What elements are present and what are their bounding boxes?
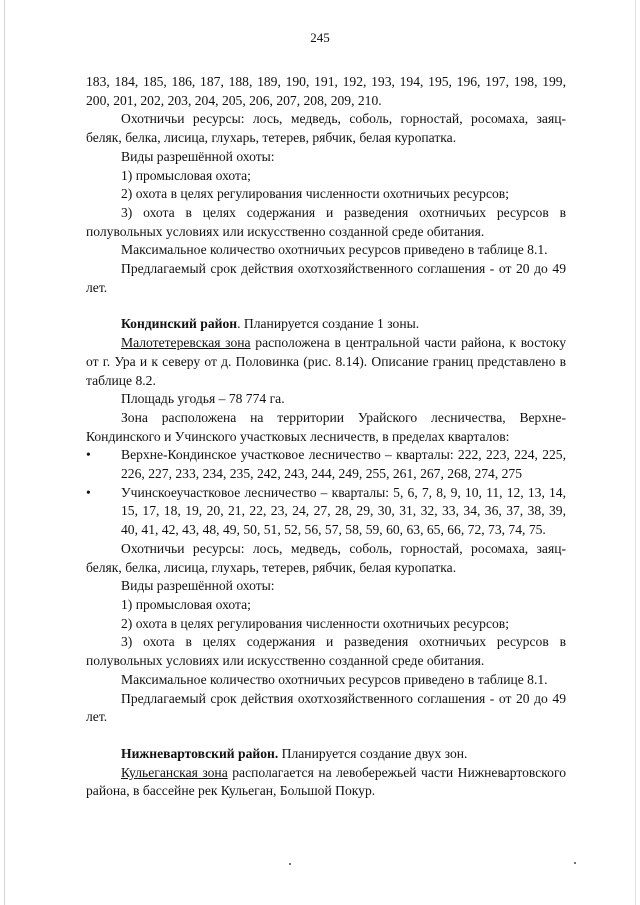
paragraph: Площадь угодья – 78 774 га. [121,391,285,407]
paragraph: Охотничьи ресурсы: лось, медведь, соболь, горностай, росомаха, заяц-беляк, белка, лисица, глухарь, тетерев, рябчик, белая куропатка. [86,111,566,146]
zone-name: Кульеганская зона [121,764,228,780]
scan-edge-right [635,0,636,905]
zone-description: расположена в центральной части района, к востоку от г. Ура и к северу от д. Половинка (рис. 8.14). Описание границ представлено в таблице 8.2. [86,335,566,388]
paragraph [86,334,566,390]
paragraph: Предлагаемый срок действия охотхозяйственного соглашения - от 20 до 49 лет. [86,690,566,725]
scan-edge-left [4,0,5,905]
scan-speck [289,863,291,865]
paragraph: Предлагаемый срок действия охотхозяйственного соглашения - от 20 до 49 лет. [86,261,566,295]
zone-description: располагается на левобережьей части Нижневартовского района, в бассейне рек Кульеган, Большой Покур. [86,764,567,799]
section-heading-kondinsky [86,315,566,334]
list-item [86,484,566,540]
paragraph: Зона расположена на территории Урайского лесничества, Верхне-Кондинского и Учинского участковых лесничеств, в пределах кварталов: [86,409,566,444]
district-name: Кондинский район [121,316,238,332]
list-item [86,446,566,483]
page-number: 245 [310,30,330,45]
list-item-text: Учинскоеучастковое лесничество – кварталы: 5, 6, 7, 8, 9, 10, 11, 12, 13, 14, 15, 17, 18, 19, 20, 21, 22, 23, 24, 27, 28, 29, 30, 31, 32, 33, 34, 36, 37, 38, 39, 40, 41, 42, 43, 48, 49, 50, 51, 52, 56, 57, 58, 59, 60, 63, 65, 66, 72, 73, 74, 75. [121,484,566,538]
spacer [86,297,566,315]
paragraph: 1) промысловая охота; [121,596,251,612]
body-text [86,73,566,801]
section-heading-nizhnevartovsky [86,745,566,764]
quarters-list [86,446,566,540]
paragraph: 1) промысловая охота; [121,167,251,183]
bullet-icon: • [86,447,91,463]
paragraph: 3) охота в целях содержания и разведения охотничьих ресурсов в полувольных условиях или искусственно созданной среде обитания. [86,204,566,239]
heading-text: Планируется создание двух зон. [278,745,468,761]
scan-speck [574,862,576,864]
heading-text: . Планируется создание 1 зоны. [237,316,420,332]
district-name: Нижневартовский район. [121,745,279,761]
paragraph: Максимальное количество охотничьих ресурсов приведено в таблице 8.1. [121,671,548,687]
paragraph: 3) охота в целях содержания и разведения охотничьих ресурсов в полувольных условиях или искусственно созданной среде обитания. [86,634,566,669]
paragraph [86,764,566,801]
paragraph: 2) охота в целях регулирования численности охотничьих ресурсов; [121,615,509,631]
paragraph: 2) охота в целях регулирования численности охотничьих ресурсов; [121,186,509,202]
list-item-text: Верхне-Кондинское участковое лесничество – кварталы: 222, 223, 224, 225, 226, 227, 233, 234, 235, 242, 243, 244, 249, 255, 261, 267, 268, 274, 275 [121,447,566,482]
spacer [86,727,566,745]
paragraph: 183, 184, 185, 186, 187, 188, 189, 190, 191, 192, 193, 194, 195, 196, 197, 198, 199, 200, 201, 202, 203, 204, 205, 206, 207, 208, 209, 210. [86,74,566,108]
paragraph: Виды разрешённой охоты: [121,578,275,594]
paragraph: Виды разрешённой охоты: [121,148,275,164]
bullet-icon: • [86,484,91,500]
zone-name: Малотетеревская зона [121,335,251,351]
paragraph: Максимальное количество охотничьих ресурсов приведено в таблице 8.1. [121,242,548,258]
paragraph: Охотничьи ресурсы: лось, медведь, соболь, горностай, росомаха, заяц-беляк, белка, лисица, глухарь, тетерев, рябчик, белая куропатка. [86,540,566,575]
